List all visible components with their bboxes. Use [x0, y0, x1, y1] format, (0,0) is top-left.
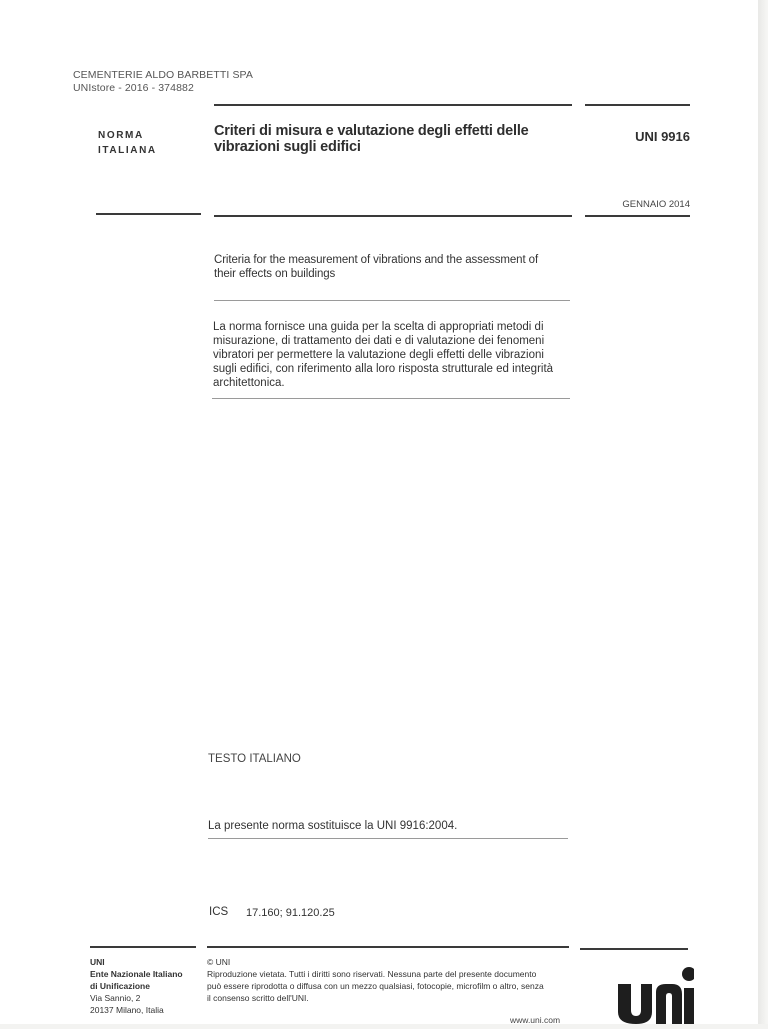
norma-italiana-label: NORMA ITALIANA	[98, 130, 157, 156]
copyright-notice: © UNI Riproduzione vietata. Tutti i diritti sono riservati. Nessuna parte del presente documento può essere riprodotta o diffusa con un mezzo qualsiasi, fotocopie, microfilm o altro, senza il consenso scritto dell'UNI.	[207, 957, 544, 1003]
top-rule-right	[585, 104, 690, 106]
language-label: TESTO ITALIANO	[208, 753, 301, 765]
footer-rule-right	[580, 948, 688, 950]
header-rule-left	[96, 213, 201, 215]
ics-label: ICS	[209, 906, 229, 918]
website-link[interactable]: www.uni.com	[510, 1015, 561, 1025]
replaces-notice: La presente norma sostituisce la UNI 9916:2004.	[208, 820, 458, 832]
document-title: Criteri di misura e valutazione degli effetti delle vibrazioni sugli edifici	[214, 123, 529, 155]
english-title: Criteria for the measurement of vibrations and the assessment of their effects on buildings	[214, 254, 539, 280]
organization-info: UNI Ente Nazionale Italiano di Unificazione Via Sannio, 2 20137 Milano, Italia	[90, 957, 183, 1015]
english-title-divider	[214, 300, 570, 301]
uni-logo-icon	[614, 962, 694, 1024]
summary-divider	[212, 398, 570, 399]
standard-code: UNI 9916	[635, 129, 690, 144]
header-rule-right	[585, 215, 690, 217]
footer-rule-main	[207, 946, 569, 948]
watermark-stamp	[73, 69, 253, 95]
page-edge	[758, 0, 768, 1024]
watermark-store-id: UNIstore - 2016 - 374882	[73, 82, 194, 94]
summary-paragraph: La norma fornisce una guida per la scelta di appropriati metodi di misurazione, di trattamento dei dati e di valutazione dei fenomeni vibratori per permettere la valutazione degli effetti delle vibrazioni sugli edifici, con riferimento alla loro risposta strutturale ed integrità architettonica.	[213, 321, 554, 389]
top-rule-main	[214, 104, 572, 106]
replaces-divider	[208, 838, 568, 839]
uni-logo	[614, 962, 694, 1024]
publication-date: GENNAIO 2014	[622, 199, 690, 210]
ics-value: 17.160; 91.120.25	[246, 907, 335, 919]
watermark-company: CEMENTERIE ALDO BARBETTI SPA	[73, 69, 253, 81]
header-rule-main	[214, 215, 572, 217]
footer-rule-left	[90, 946, 196, 948]
